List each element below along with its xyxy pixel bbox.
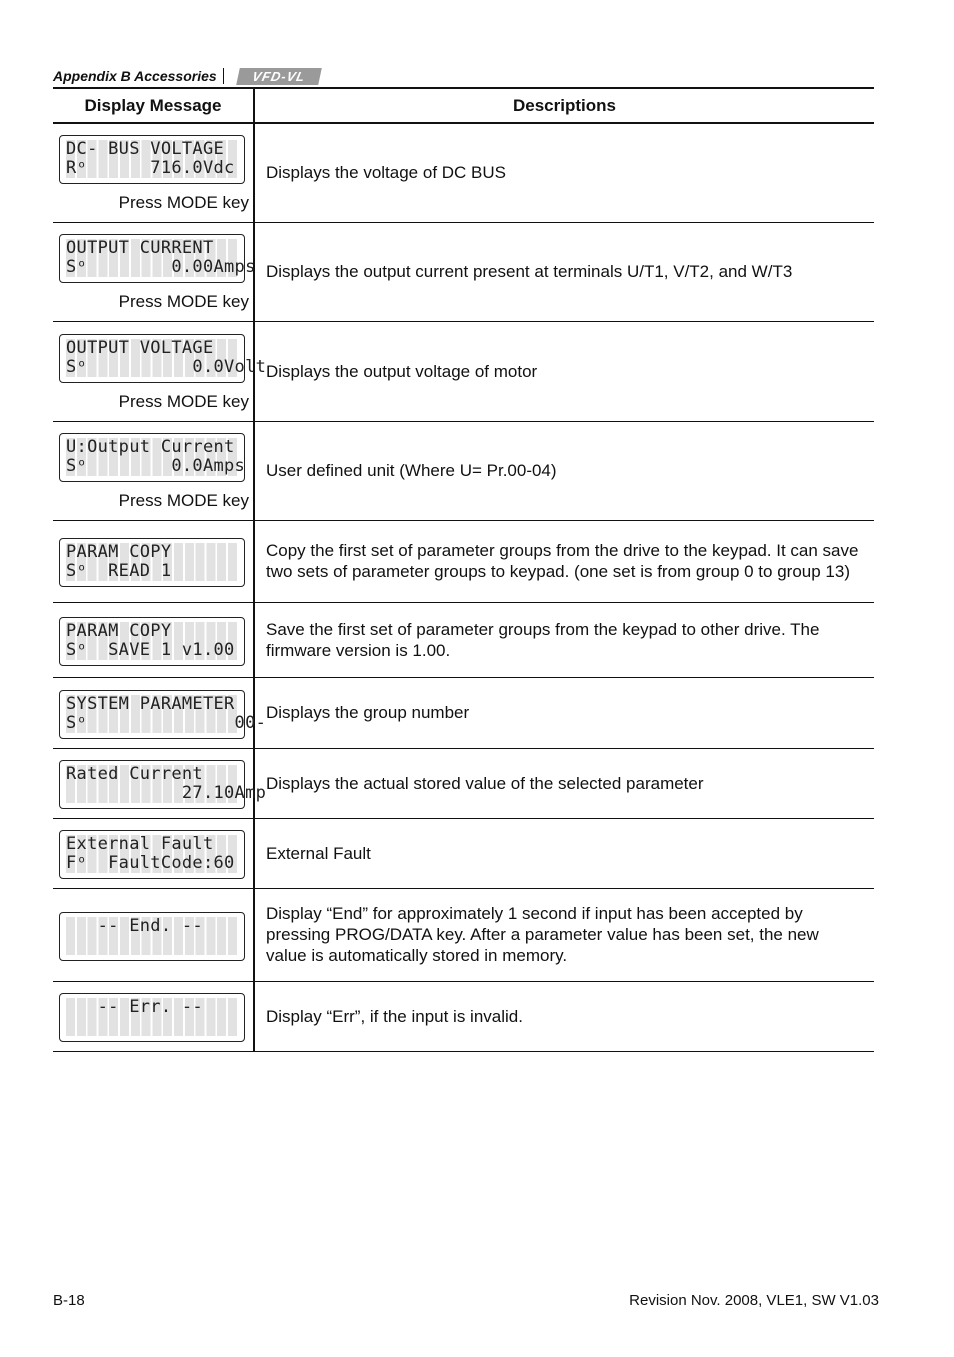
lcd-line-2: Sᵒ 0.00Amps	[66, 257, 256, 277]
description-cell: Display “End” for approximately 1 second if input has been accepted by pressing PROG/DATA key. After a parameter value has been set, the new value is automatically stored in memory.	[254, 888, 874, 981]
vfd-vl-logo: VFD-VL	[236, 68, 322, 85]
lcd-display	[59, 912, 245, 961]
lcd-line-2: Rᵒ 716.0Vdc	[66, 159, 238, 178]
header-divider	[223, 68, 224, 84]
table-row	[53, 888, 874, 981]
page-header	[53, 66, 320, 86]
lcd-line-1: PARAM COPY	[66, 543, 238, 562]
description-cell: User defined unit (Where U= Pr.00-04)	[254, 421, 874, 520]
display-cell	[53, 748, 267, 818]
description-cell: Displays the voltage of DC BUS	[254, 123, 874, 222]
description-cell: Save the first set of parameter groups from the keypad to other drive. The firmware version is 1.00.	[254, 602, 874, 677]
lcd-display	[59, 433, 245, 482]
lcd-display	[59, 234, 256, 283]
table-header-row	[53, 88, 874, 123]
lcd-display	[59, 135, 245, 184]
display-message-table	[53, 87, 874, 1052]
description-cell: Displays the output voltage of motor	[254, 321, 874, 421]
display-cell	[53, 222, 254, 321]
lcd-line-2: 27.10Amp	[66, 783, 267, 803]
table-row	[53, 602, 874, 677]
lcd-display	[59, 334, 267, 383]
header-title: Appendix B Accessories	[53, 68, 217, 84]
lcd-display	[59, 993, 245, 1042]
press-mode-key-label: Press MODE key	[118, 292, 249, 311]
table-row	[53, 421, 874, 520]
lcd-line-1: -- Err. --	[66, 998, 238, 1017]
table-row	[53, 123, 874, 222]
lcd-line-2: Sᵒ READ 1	[66, 562, 238, 581]
description-cell: External Fault	[254, 818, 874, 888]
page-number: B-18	[53, 1292, 85, 1309]
lcd-line-2: Sᵒ 00-	[66, 712, 267, 733]
display-cell	[53, 123, 254, 222]
lcd-line-2: Sᵒ 0.0Volt	[66, 356, 267, 377]
table-row	[53, 748, 874, 818]
lcd-line-1: SYSTEM PARAMETER	[66, 695, 238, 714]
lcd-line-1: Rated Current	[66, 765, 238, 784]
lcd-line-1: OUTPUT CURRENT	[66, 239, 238, 258]
lcd-display	[59, 538, 245, 587]
description-cell: Copy the first set of parameter groups from the drive to the keypad. It can save two sets of parameter groups to keypad. (one set is from group 0 to group 13)	[254, 520, 874, 602]
description-cell: Displays the output current present at terminals U/T1, V/T2, and W/T3	[254, 222, 874, 321]
description-cell: Displays the actual stored value of the selected parameter	[254, 748, 874, 818]
lcd-line-2	[66, 1017, 238, 1036]
table-row	[53, 321, 874, 421]
lcd-display	[59, 617, 245, 666]
display-cell	[53, 888, 254, 981]
lcd-display	[59, 760, 267, 809]
revision-info: Revision Nov. 2008, VLE1, SW V1.03	[629, 1292, 879, 1309]
lcd-line-2	[66, 936, 238, 955]
table-row	[53, 222, 874, 321]
column-header-display-message: Display Message	[53, 88, 254, 123]
description-cell: Displays the group number	[254, 677, 874, 748]
display-cell	[53, 981, 254, 1051]
lcd-line-1: U:Output Current	[66, 438, 238, 457]
display-cell	[53, 818, 254, 888]
press-mode-key-label: Press MODE key	[118, 391, 249, 411]
lcd-line-2: Sᵒ 0.0Amps	[66, 456, 246, 476]
press-mode-key-label: Press MODE key	[118, 491, 249, 510]
display-cell	[53, 677, 267, 748]
lcd-line-1: OUTPUT VOLTAGE	[66, 339, 238, 358]
lcd-display	[59, 690, 267, 739]
lcd-line-2: Sᵒ SAVE 1 v1.00	[66, 641, 238, 660]
lcd-line-1: DC- BUS VOLTAGE	[66, 140, 238, 159]
table-row	[53, 981, 874, 1051]
lcd-line-2: Fᵒ FaultCode:60	[66, 854, 238, 873]
table-row	[53, 818, 874, 888]
table-row	[53, 677, 874, 748]
display-cell	[53, 421, 254, 520]
lcd-line-1: PARAM COPY	[66, 622, 238, 641]
press-mode-key-label: Press MODE key	[118, 193, 249, 213]
lcd-line-1: -- End. --	[66, 917, 238, 936]
lcd-line-1: External Fault	[66, 835, 238, 854]
display-cell	[53, 321, 267, 421]
column-header-descriptions: Descriptions	[254, 88, 874, 123]
description-cell: Display “Err”, if the input is invalid.	[254, 981, 874, 1051]
display-cell	[53, 520, 254, 602]
table-row	[53, 520, 874, 602]
display-cell	[53, 602, 254, 677]
lcd-display	[59, 830, 245, 879]
